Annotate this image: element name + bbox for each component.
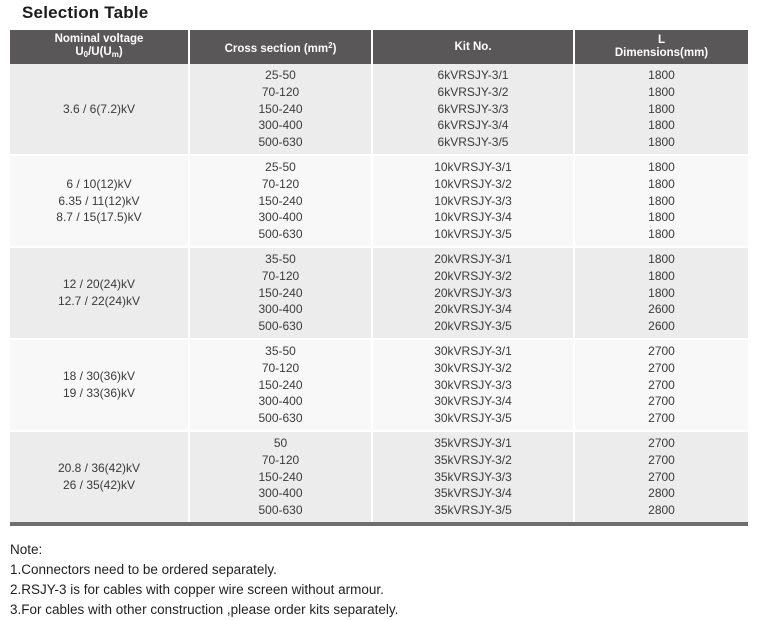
- voltage-value: 3.6 / 6(7.2)kV: [62, 101, 136, 116]
- voltage-value: 19 / 33(36)kV: [62, 385, 136, 400]
- l-dimension-value: 1800: [648, 101, 675, 116]
- cross-section-value: 300-400: [258, 394, 303, 409]
- kit-no-value: 6kVRSJY-3/5: [437, 135, 509, 150]
- kit-no-cell: [373, 340, 575, 430]
- l-dimension-value: 1800: [648, 68, 675, 82]
- l-dimension-value: 1800: [648, 118, 675, 133]
- cross-section-cell: [190, 248, 373, 338]
- cross-section-cell: [190, 64, 373, 154]
- cross-section-value: 25-50: [265, 68, 296, 82]
- cross-section-cell: [190, 340, 373, 430]
- col-header-nominal-voltage: [10, 30, 190, 64]
- cross-section-value: 500-630: [258, 411, 303, 426]
- voltage-cell: [10, 432, 190, 522]
- note-line: 1.Connectors need to be ordered separately.: [10, 561, 277, 577]
- voltage-value: 6 / 10(12)kV: [66, 176, 132, 191]
- kit-no-value: 6kVRSJY-3/2: [437, 84, 509, 99]
- l-dimension-value: 2800: [648, 486, 675, 501]
- cross-section-value: 150-240: [258, 377, 303, 392]
- l-dimension-value: 2600: [648, 319, 675, 334]
- cross-section-value: 150-240: [258, 285, 303, 300]
- l-dimension-value: 2700: [648, 377, 675, 392]
- header-line: Nominal voltage: [54, 33, 144, 45]
- cross-section-value: 50: [273, 435, 288, 450]
- voltage-cell: [10, 248, 190, 338]
- voltage-value: 12 / 20(24)kV: [62, 277, 136, 292]
- kit-no-value: 35kVRSJY-3/1: [434, 435, 512, 450]
- kit-no-cell: [373, 248, 575, 338]
- kit-no-value: 20kVRSJY-3/2: [434, 268, 512, 283]
- cross-section-value: 500-630: [258, 319, 303, 334]
- table-group-row: [10, 430, 748, 522]
- cross-section-value: 300-400: [258, 302, 303, 317]
- table-group-row: [10, 246, 748, 338]
- voltage-value: 12.7 / 22(24)kV: [57, 293, 141, 308]
- voltage-value: 20.8 / 36(42)kV: [57, 461, 141, 476]
- kit-no-value: 20kVRSJY-3/1: [434, 251, 512, 266]
- kit-no-value: 6kVRSJY-3/4: [437, 118, 509, 133]
- voltage-value: 18 / 30(36)kV: [62, 369, 136, 384]
- l-dimension-value: 2700: [648, 435, 675, 450]
- l-dimension-value: 2700: [648, 469, 675, 484]
- l-dimension-value: 1800: [648, 159, 675, 174]
- header-line: Kit No.: [454, 40, 492, 53]
- cross-section-cell: [190, 432, 373, 522]
- table-header-row: [10, 30, 748, 64]
- l-dimension-value: 2700: [648, 394, 675, 409]
- note-line: 3.For cables with other construction ,please order kits separately.: [10, 601, 399, 617]
- notes-section: [10, 540, 758, 620]
- table-group-row: [10, 64, 748, 154]
- l-dimension-cell: [575, 156, 748, 246]
- kit-no-value: 10kVRSJY-3/5: [434, 227, 512, 242]
- l-dimension-value: 1800: [648, 84, 675, 99]
- voltage-cell: [10, 156, 190, 246]
- kit-no-value: 10kVRSJY-3/1: [434, 159, 512, 174]
- cross-section-value: 300-400: [258, 118, 303, 133]
- cross-section-value: 500-630: [258, 227, 303, 242]
- kit-no-value: 30kVRSJY-3/5: [434, 411, 512, 426]
- cross-section-value: 70-120: [261, 84, 300, 99]
- l-dimension-value: 1800: [648, 193, 675, 208]
- kit-no-value: 30kVRSJY-3/4: [434, 394, 512, 409]
- l-dimension-cell: [575, 64, 748, 154]
- kit-no-value: 35kVRSJY-3/5: [434, 503, 512, 518]
- l-dimension-cell: [575, 340, 748, 430]
- cross-section-value: 150-240: [258, 101, 303, 116]
- cross-section-value: 70-120: [261, 176, 300, 191]
- note-line: 2.RSJY-3 is for cables with copper wire screen without armour.: [10, 581, 384, 597]
- kit-no-value: 30kVRSJY-3/1: [434, 343, 512, 358]
- voltage-value: 8.7 / 15(17.5)kV: [56, 210, 142, 225]
- voltage-value: 6.35 / 11(12)kV: [58, 193, 140, 208]
- kit-no-value: 30kVRSJY-3/2: [434, 360, 512, 375]
- cross-section-value: 300-400: [258, 486, 303, 501]
- kit-no-value: 20kVRSJY-3/4: [434, 302, 512, 317]
- cross-section-value: 500-630: [258, 503, 303, 518]
- voltage-cell: [10, 340, 190, 430]
- cross-section-value: 70-120: [261, 452, 300, 467]
- l-dimension-value: 2700: [648, 452, 675, 467]
- l-dimension-value: 1800: [648, 285, 675, 300]
- kit-no-value: 6kVRSJY-3/1: [437, 68, 509, 82]
- kit-no-value: 30kVRSJY-3/3: [434, 377, 512, 392]
- l-dimension-value: 1800: [648, 268, 675, 283]
- cross-section-value: 500-630: [258, 135, 303, 150]
- table-group-row: [10, 154, 748, 246]
- kit-no-value: 35kVRSJY-3/4: [434, 486, 512, 501]
- header-line: L: [657, 34, 666, 46]
- note-title: Note:: [10, 541, 43, 557]
- l-dimension-value: 2800: [648, 503, 675, 518]
- kit-no-cell: [373, 64, 575, 154]
- header-formula: $U_0/U(U_m)$: [75, 46, 123, 59]
- l-dimension-cell: [575, 248, 748, 338]
- selection-table-body: [10, 64, 748, 522]
- kit-no-value: 20kVRSJY-3/5: [434, 319, 512, 334]
- voltage-cell: [10, 64, 190, 154]
- l-dimension-value: 1800: [648, 176, 675, 191]
- cross-section-value: 300-400: [258, 210, 303, 225]
- kit-no-value: 6kVRSJY-3/3: [437, 101, 509, 116]
- l-dimension-value: 2600: [648, 302, 675, 317]
- cross-section-value: 150-240: [258, 193, 303, 208]
- page-title: Selection Table: [22, 3, 149, 22]
- table-group-row: [10, 338, 748, 430]
- l-dimension-value: 1800: [648, 210, 675, 225]
- cross-section-value: 35-50: [265, 343, 296, 358]
- l-dimension-cell: [575, 432, 748, 522]
- header-line: Dimensions(mm): [614, 47, 709, 59]
- kit-no-value: 35kVRSJY-3/3: [434, 469, 512, 484]
- kit-no-value: 35kVRSJY-3/2: [434, 452, 512, 467]
- selection-table: [10, 30, 748, 526]
- cross-section-value: 70-120: [261, 268, 300, 283]
- l-dimension-value: 2700: [648, 360, 675, 375]
- header-line: Cross section $(mm^2)$: [224, 40, 337, 55]
- l-dimension-value: 1800: [648, 135, 675, 150]
- col-header-cross-section: [190, 30, 373, 64]
- cross-section-value: 25-50: [265, 159, 296, 174]
- l-dimension-value: 1800: [648, 251, 675, 266]
- cross-section-cell: [190, 156, 373, 246]
- l-dimension-value: 2700: [648, 343, 675, 358]
- kit-no-value: 20kVRSJY-3/3: [434, 285, 512, 300]
- kit-no-cell: [373, 432, 575, 522]
- cross-section-value: 150-240: [258, 469, 303, 484]
- kit-no-value: 10kVRSJY-3/3: [434, 193, 512, 208]
- voltage-value: 26 / 35(42)kV: [62, 477, 136, 492]
- cross-section-value: 70-120: [261, 360, 300, 375]
- cross-section-value: 35-50: [265, 251, 296, 266]
- l-dimension-value: 1800: [648, 227, 675, 242]
- kit-no-value: 10kVRSJY-3/2: [434, 176, 512, 191]
- kit-no-cell: [373, 156, 575, 246]
- col-header-l-dimensions: [575, 30, 748, 64]
- col-header-kit-no: [373, 30, 575, 64]
- kit-no-value: 10kVRSJY-3/4: [434, 210, 512, 225]
- l-dimension-value: 2700: [648, 411, 675, 426]
